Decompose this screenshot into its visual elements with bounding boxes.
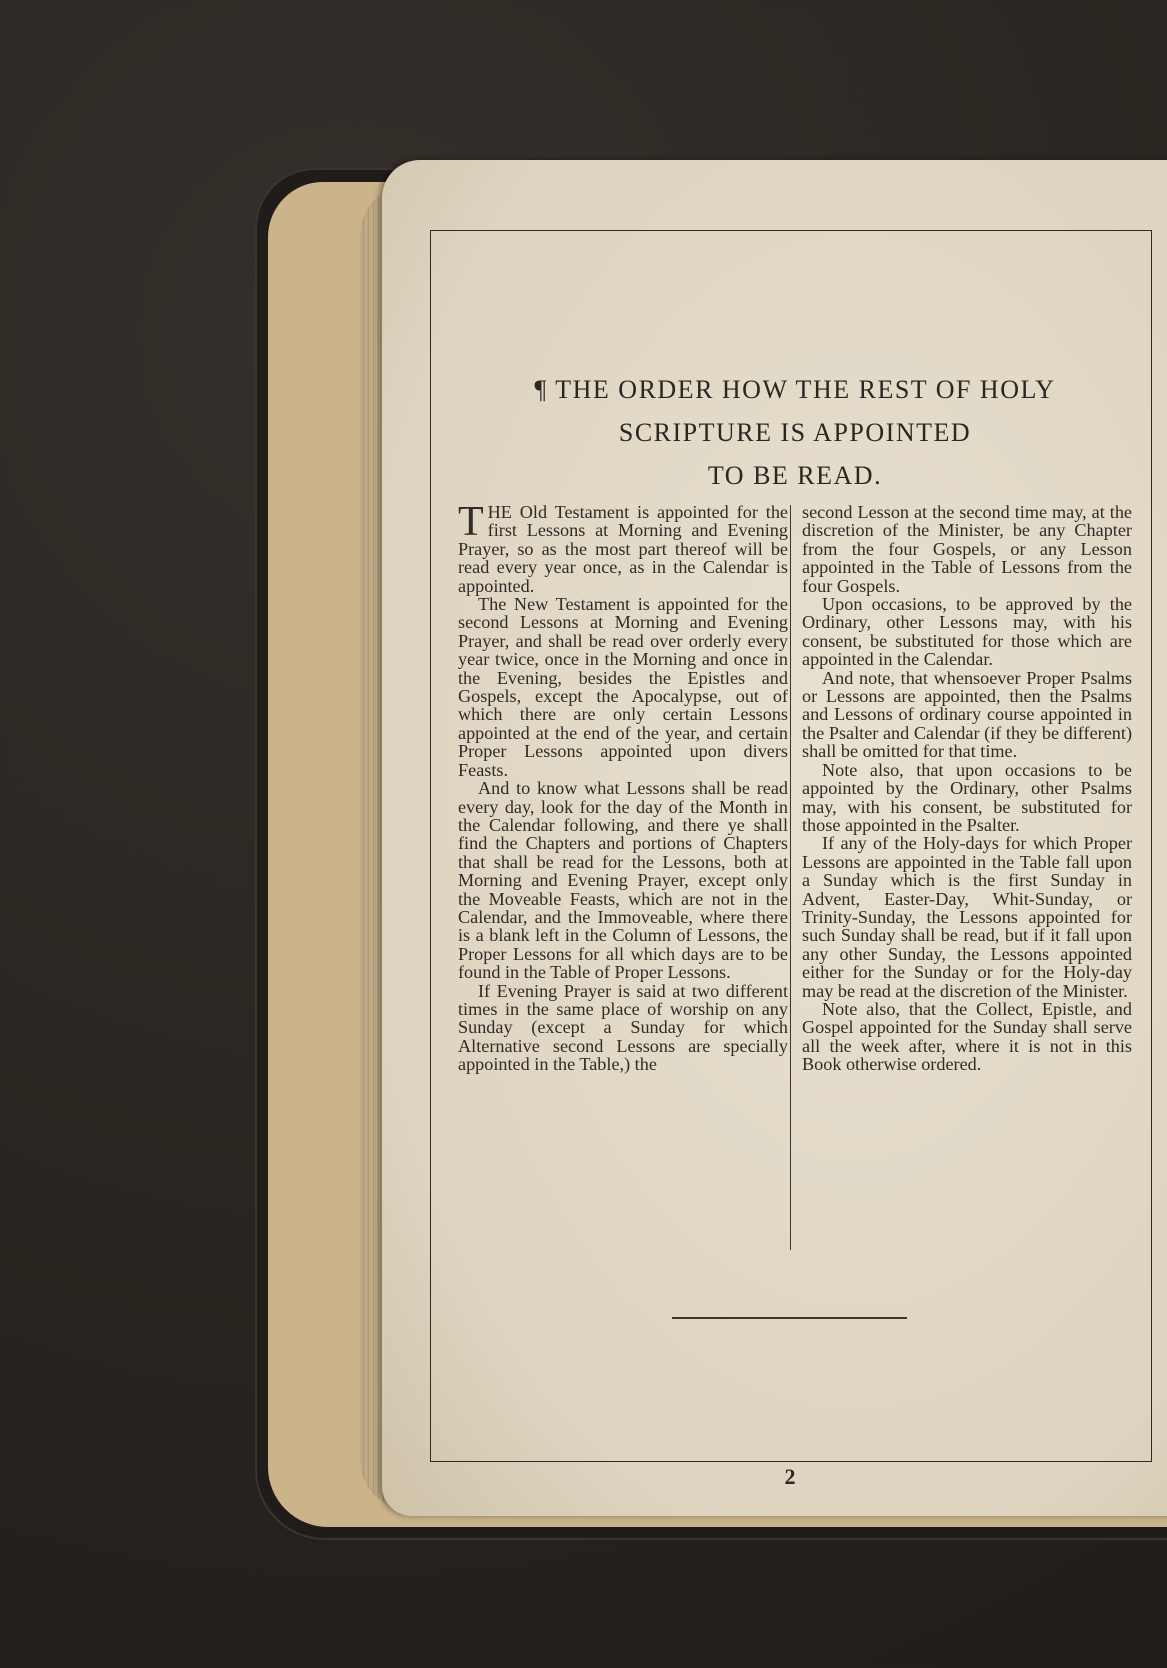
paragraph: Upon occasions, to be approved by the Ordinary, other Lessons may, with his consent, be substituted for those which are appointed in the Calendar. <box>802 594 1132 670</box>
paragraph: second Lesson at the second time may, at the discretion of the Minister, be any Chapter from the four Gospels, or any Lesson appointed in the Table of Lessons from the four Gospels. <box>802 502 1132 596</box>
column-divider <box>790 505 791 1250</box>
text-column-right <box>802 503 1132 1074</box>
drop-cap: T <box>458 499 484 545</box>
paragraph: And note, that whensoever Proper Psalms or Lessons are appointed, then the Psalms and Lessons of ordinary course appointed in the Psalter and Calendar (if they be different) shall be omitted for that time. <box>802 667 1132 762</box>
paragraph: THE Old Testament is appointed for the first Lessons at Morning and Evening Prayer, so as the most part thereof will be read every year once, as in the Calendar is appointed. <box>458 499 788 596</box>
heading-line-2: SCRIPTURE IS APPOINTED <box>618 418 972 447</box>
page-number: 2 <box>784 1464 796 1489</box>
paragraph: Note also, that upon occasions to be appointed by the Ordinary, other Psalms may, with his consent, be substituted for those appointed in the Psalter. <box>802 759 1132 835</box>
paragraph: And to know what Lessons shall be read every day, look for the day of the Month in the Calendar following, and there ye shall find the Chapters and portions of Chapters that shall be read for the Lessons, both at Morning and Evening Prayer, except only the Moveable Feasts, which are not in the Calendar, and the Immoveable, where there is a blank left in the Column of Lessons, the Proper Lessons for all which days are to be found in the Table of Proper Lessons. <box>458 778 788 983</box>
heading-line-1: ¶ THE ORDER HOW THE REST OF HOLY <box>534 375 1056 404</box>
paragraph: The New Testament is appointed for the second Lessons at Morning and Evening Prayer, and shall be read over orderly every year twice, once in the Morning and once in the Evening, besides the Epistles and Gospels, except the Apocalypse, out of which there are only certain Lessons appointed at the end of the year, and certain Proper Lessons appointed upon divers Feasts. <box>458 594 788 780</box>
text-column-left <box>458 499 788 1075</box>
section-heading <box>470 368 1120 497</box>
end-rule <box>672 1317 907 1319</box>
paragraph: If Evening Prayer is said at two different times in the same place of worship on any Sunday (except a Sunday for which Alternative second Lessons are specially appointed in the Table,) the <box>458 980 788 1075</box>
heading-line-3: TO BE READ. <box>707 461 883 490</box>
paragraph: Note also, that the Collect, Epistle, and Gospel appointed for the Sunday shall serve all the week after, where it is not in this Book otherwise ordered. <box>802 998 1132 1075</box>
paragraph: If any of the Holy-days for which Proper Lessons are appointed in the Table fall upon a Sunday which is the first Sunday in Advent, Easter-Day, Whit-Sunday, or Trinity-Sunday, the Lessons appointed for such Sunday shall be read, but if it fall upon any other Sunday, the Lessons appointed either for the Sunday or for the Holy-day may be read at the discretion of the Minister. <box>802 833 1132 1001</box>
